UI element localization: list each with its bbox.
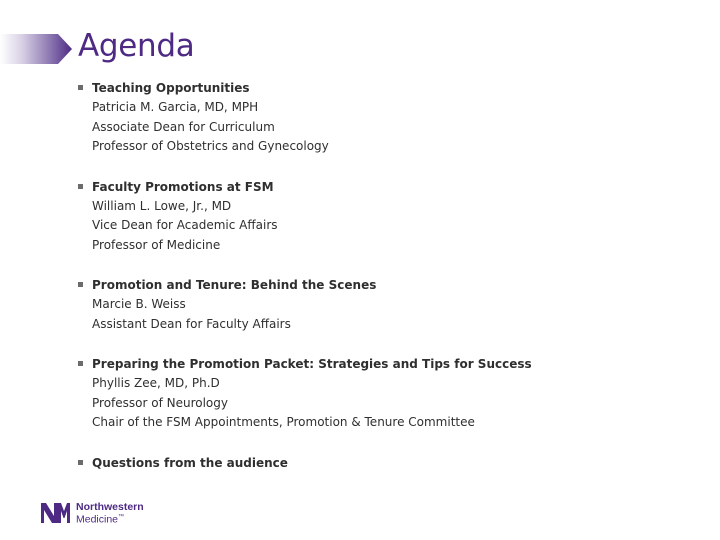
- presenter-title: Professor of Neurology: [92, 395, 228, 410]
- agenda-item: [78, 454, 698, 473]
- agenda-item-heading: Preparing the Promotion Packet: Strategies and Tips for Success: [92, 357, 532, 371]
- logo-line-2-text: Medicine: [76, 513, 119, 526]
- presenter-title: Professor of Obstetrics and Gynecology: [92, 139, 329, 153]
- agenda-item: [78, 355, 698, 433]
- trademark-mark: ™: [118, 514, 125, 520]
- agenda-item: [78, 178, 698, 256]
- square-bullet-icon: [78, 460, 83, 465]
- presenter-title: Vice Dean for Academic Affairs: [92, 218, 278, 232]
- presenter-name: Marcie B. Weiss: [92, 297, 186, 311]
- northwestern-medicine-logo: [40, 502, 144, 525]
- presenter-title: Chair of the FSM Appointments, Promotion & Tenure Committee: [92, 415, 475, 429]
- logo-line-1: Northwestern: [76, 501, 144, 513]
- square-bullet-icon: [78, 282, 83, 287]
- agenda-item: [78, 79, 698, 157]
- logo-wordmark: [76, 502, 144, 525]
- presenter-title: Assistant Dean for Faculty Affairs: [92, 316, 291, 331]
- presenter-title: Associate Dean for Curriculum: [92, 119, 275, 134]
- slide-title: Agenda: [78, 28, 195, 64]
- logo-line-2: [76, 512, 144, 525]
- presenter-name: William L. Lowe, Jr., MD: [92, 198, 232, 213]
- square-bullet-icon: [78, 85, 83, 90]
- agenda-list: [78, 79, 698, 494]
- nm-logo-icon: [40, 502, 71, 524]
- presenter-name: Patricia M. Garcia, MD, MPH: [92, 100, 259, 114]
- agenda-item-heading: Teaching Opportunities: [92, 81, 250, 95]
- agenda-item: [78, 276, 698, 334]
- presenter-name: Phyllis Zee, MD, Ph.D: [92, 376, 220, 390]
- agenda-item-heading: Promotion and Tenure: Behind the Scenes: [92, 278, 377, 292]
- agenda-item-heading: Faculty Promotions at FSM: [92, 179, 274, 194]
- title-accent-bar: [0, 34, 72, 64]
- agenda-item-heading: Questions from the audience: [92, 455, 288, 470]
- square-bullet-icon: [78, 184, 83, 189]
- square-bullet-icon: [78, 361, 83, 366]
- presenter-title: Professor of Medicine: [92, 237, 221, 252]
